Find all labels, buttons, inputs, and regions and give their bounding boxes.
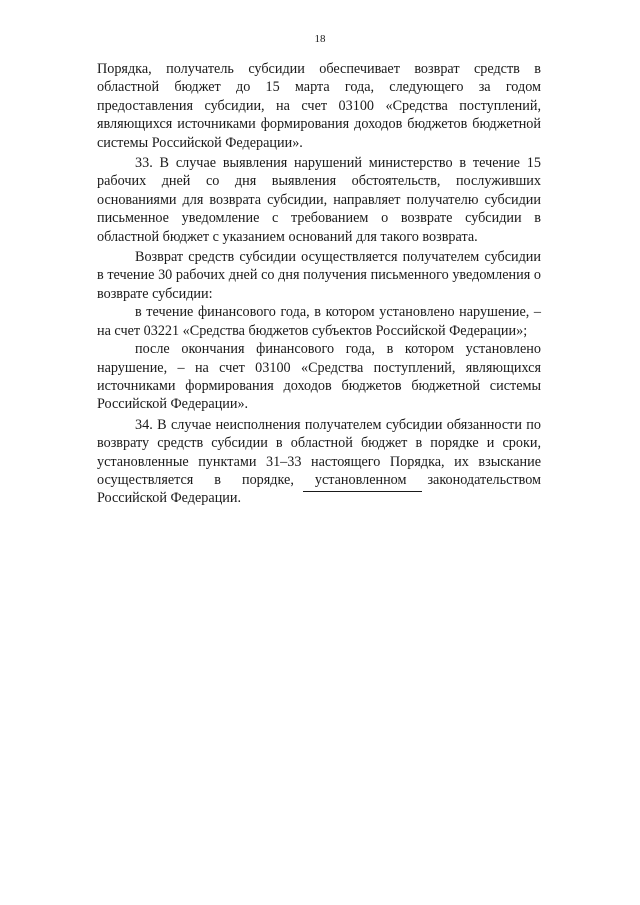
paragraph-item-34: 34. В случае неисполнения получателем субсидии обязанности по возврату средств субсидии в областной бюджет в порядке и сроки, установленные пунктами 31–33 настоящего Порядка, их взыскание осуществляется в порядке, установленном законодательством Российской Федерации.	[97, 416, 541, 507]
paragraph-return-terms: Возврат средств субсидии осуществляется получателем субсидии в течение 30 рабочих дней со дня получения письменного уведомления о возврате субсидии:	[97, 249, 541, 302]
paragraph-after-year-account: после окончания финансового года, в котором установлено нарушение, – на счет 03100 «Средства поступлений, являющихся источниками формирования доходов бюджетов бюджетной системы Российской Федерации».	[97, 341, 541, 413]
paragraph-continuation: Порядка, получатель субсидии обеспечивает возврат средств в областной бюджет до 15 марта года, следующего за годом предоставления субсидии, на счет 03100 «Средства поступлений, являющихся источниками формирования доходов бюджетов бюджетной системы Российской Федерации».	[97, 61, 541, 151]
page-number: 18	[314, 33, 326, 45]
paragraph-item-33: 33. В случае выявления нарушений министерство в течение 15 рабочих дней со дня выявления обстоятельств, послуживших основаниями для возврата субсидии, направляет получателю субсидии письменное уведомление с требованием о возврате субсидии в областной бюджет с указанием оснований для такого возврата.	[97, 155, 541, 245]
end-of-document-rule	[303, 491, 422, 492]
document-body	[97, 60, 541, 508]
paragraph-current-year-account: в течение финансового года, в котором установлено нарушение, – на счет 03221 «Средства бюджетов субъектов Российской Федерации»;	[97, 304, 541, 339]
